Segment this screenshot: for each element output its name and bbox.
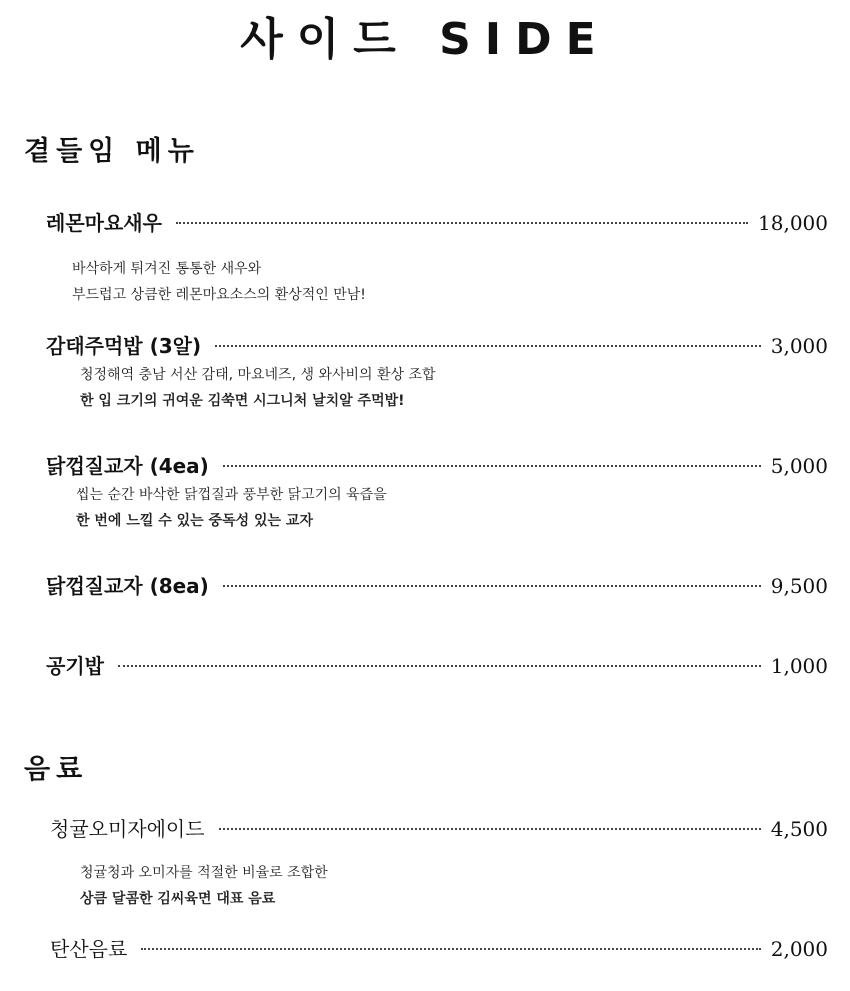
- item-name: 청귤오미자에이드: [50, 817, 205, 841]
- item-description: [76, 482, 387, 534]
- dotted-leader: [215, 345, 761, 347]
- description-line: 청귤청과 오미자를 적절한 비율로 조합한: [80, 865, 328, 881]
- description-line: 바삭하게 튀겨진 통통한 새우와: [72, 261, 262, 277]
- description-line: 상큼 달콤한 김씨육면 대표 음료: [80, 891, 276, 907]
- section-title-sides: 곁들임 메뉴: [24, 136, 200, 167]
- menu-item-chicken-skin-gyoza-8: [46, 571, 828, 601]
- item-name: 레몬마요새우: [46, 211, 162, 235]
- dotted-leader: [141, 948, 760, 950]
- item-name: 감태주먹밥 (3알): [46, 334, 202, 358]
- page-title: 사이드 SIDE: [240, 14, 610, 65]
- item-name: 닭껍질교자 (8ea): [46, 574, 209, 598]
- item-name: 탄산음료: [50, 937, 128, 961]
- item-price: 9,500: [770, 574, 828, 598]
- item-description: [80, 362, 436, 414]
- item-description: [72, 256, 366, 308]
- item-price: 3,000: [770, 334, 828, 358]
- item-description: [80, 860, 328, 912]
- menu-item-citrus-omija-ade: [50, 814, 828, 844]
- dotted-leader: [219, 828, 761, 830]
- item-price: 5,000: [770, 454, 828, 478]
- description-line: 씹는 순간 바삭한 닭껍질과 풍부한 닭고기의 육즙을: [76, 487, 387, 503]
- menu-item-rice: [46, 651, 828, 681]
- item-name: 공기밥: [46, 654, 104, 678]
- dotted-leader: [176, 222, 748, 224]
- description-line: 청정해역 충남 서산 감태, 마요네즈, 생 와사비의 환상 조합: [80, 367, 436, 383]
- section-title-drinks: 음료: [24, 754, 89, 785]
- menu-item-chicken-skin-gyoza-4: [46, 451, 828, 481]
- menu-item-seaweed-riceball: [46, 331, 828, 361]
- menu-item-soda: [50, 934, 828, 964]
- item-price: 1,000: [770, 654, 828, 678]
- item-name: 닭껍질교자 (4ea): [46, 454, 209, 478]
- description-line: 한 번에 느낄 수 있는 중독성 있는 교자: [76, 513, 313, 529]
- description-line: 한 입 크기의 귀여운 김쑥면 시그니처 날치알 주먹밥!: [80, 393, 405, 409]
- dotted-leader: [223, 585, 761, 587]
- menu-item-lemon-mayo-shrimp: [46, 208, 828, 238]
- item-price: 2,000: [770, 937, 828, 961]
- dotted-leader: [118, 665, 761, 667]
- dotted-leader: [223, 465, 761, 467]
- item-price: 4,500: [770, 817, 828, 841]
- item-price: 18,000: [758, 211, 828, 235]
- description-line: 부드럽고 상큼한 레몬마요소스의 환상적인 만남!: [72, 287, 366, 303]
